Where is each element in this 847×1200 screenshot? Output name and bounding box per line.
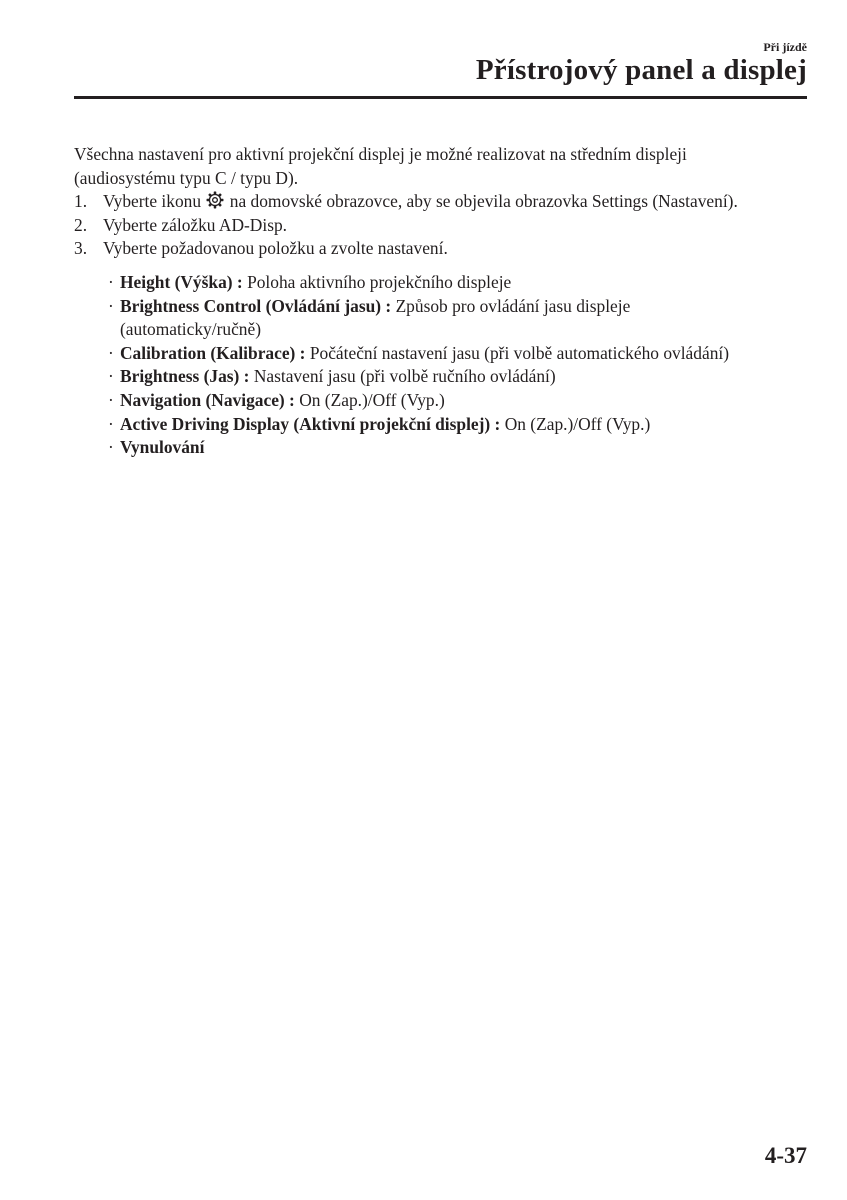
- item-description: On (Zap.)/Off (Vyp.): [504, 413, 651, 434]
- page-number: 4-37: [764, 1143, 807, 1168]
- step-text: Vyberte záložku AD-Disp.: [103, 214, 288, 235]
- bullet-dot: ·: [108, 295, 114, 316]
- item-description: On (Zap.)/Off (Vyp.): [299, 389, 445, 410]
- step-item-3: [74, 237, 774, 261]
- bullet-dot: ·: [108, 342, 114, 363]
- settings-gear-icon: [206, 191, 224, 209]
- item-term: Navigation (Navigace) :: [120, 389, 295, 410]
- item-term: Height (Výška) :: [120, 271, 243, 292]
- step-item-2: [74, 214, 774, 238]
- main-content: [74, 143, 774, 460]
- item-description: Způsob pro ovládání jasu displeje (automaticky/ručně): [120, 295, 631, 340]
- settings-item-navigation: [108, 389, 774, 413]
- item-description: Poloha aktivního projekčního displeje: [247, 271, 512, 292]
- item-term: Brightness (Jas) :: [120, 366, 250, 387]
- page-title: Přístrojový panel a displej: [475, 54, 807, 86]
- step-text-after-icon: na domovské obrazovce, aby se objevila obrazovka Settings (Nastavení).: [229, 191, 738, 212]
- header-rule: [74, 96, 807, 99]
- item-description: Počáteční nastavení jasu (při volbě automatického ovládání): [309, 342, 730, 363]
- settings-item-calibration: [108, 342, 774, 366]
- step-number: 1.: [74, 191, 88, 212]
- bullet-dot: ·: [108, 437, 114, 458]
- step-item-1: [74, 190, 774, 214]
- section-name: Při jízdě: [763, 40, 807, 54]
- settings-item-brightness-control: [108, 295, 774, 342]
- settings-item-brightness: [108, 365, 774, 389]
- item-term: Vynulování: [120, 437, 205, 458]
- bullet-dot: ·: [108, 413, 114, 434]
- bullet-dot: ·: [108, 389, 114, 410]
- steps-list: [74, 190, 774, 261]
- settings-item-active-driving-display: [108, 413, 774, 437]
- step-number: 2.: [74, 214, 88, 235]
- item-term: Brightness Control (Ovládání jasu) :: [120, 295, 392, 316]
- bullet-dot: ·: [108, 366, 114, 387]
- item-description: Nastavení jasu (při volbě ručního ovládání): [253, 366, 556, 387]
- step-text-before-icon: Vyberte ikonu: [103, 191, 202, 212]
- item-term: Calibration (Kalibrace) :: [120, 342, 306, 363]
- settings-items-list: [74, 271, 774, 460]
- bullet-dot: ·: [108, 271, 114, 292]
- step-text: Vyberte požadovanou položku a zvolte nastavení.: [103, 238, 448, 259]
- settings-item-reset: [108, 436, 774, 460]
- intro-paragraph: Všechna nastavení pro aktivní projekční displej je možné realizovat na středním displeji (audiosystému typu C / typu D).: [74, 144, 687, 188]
- item-term: Active Driving Display (Aktivní projekční displej) :: [120, 413, 501, 434]
- settings-item-height: [108, 271, 774, 295]
- step-number: 3.: [74, 238, 88, 259]
